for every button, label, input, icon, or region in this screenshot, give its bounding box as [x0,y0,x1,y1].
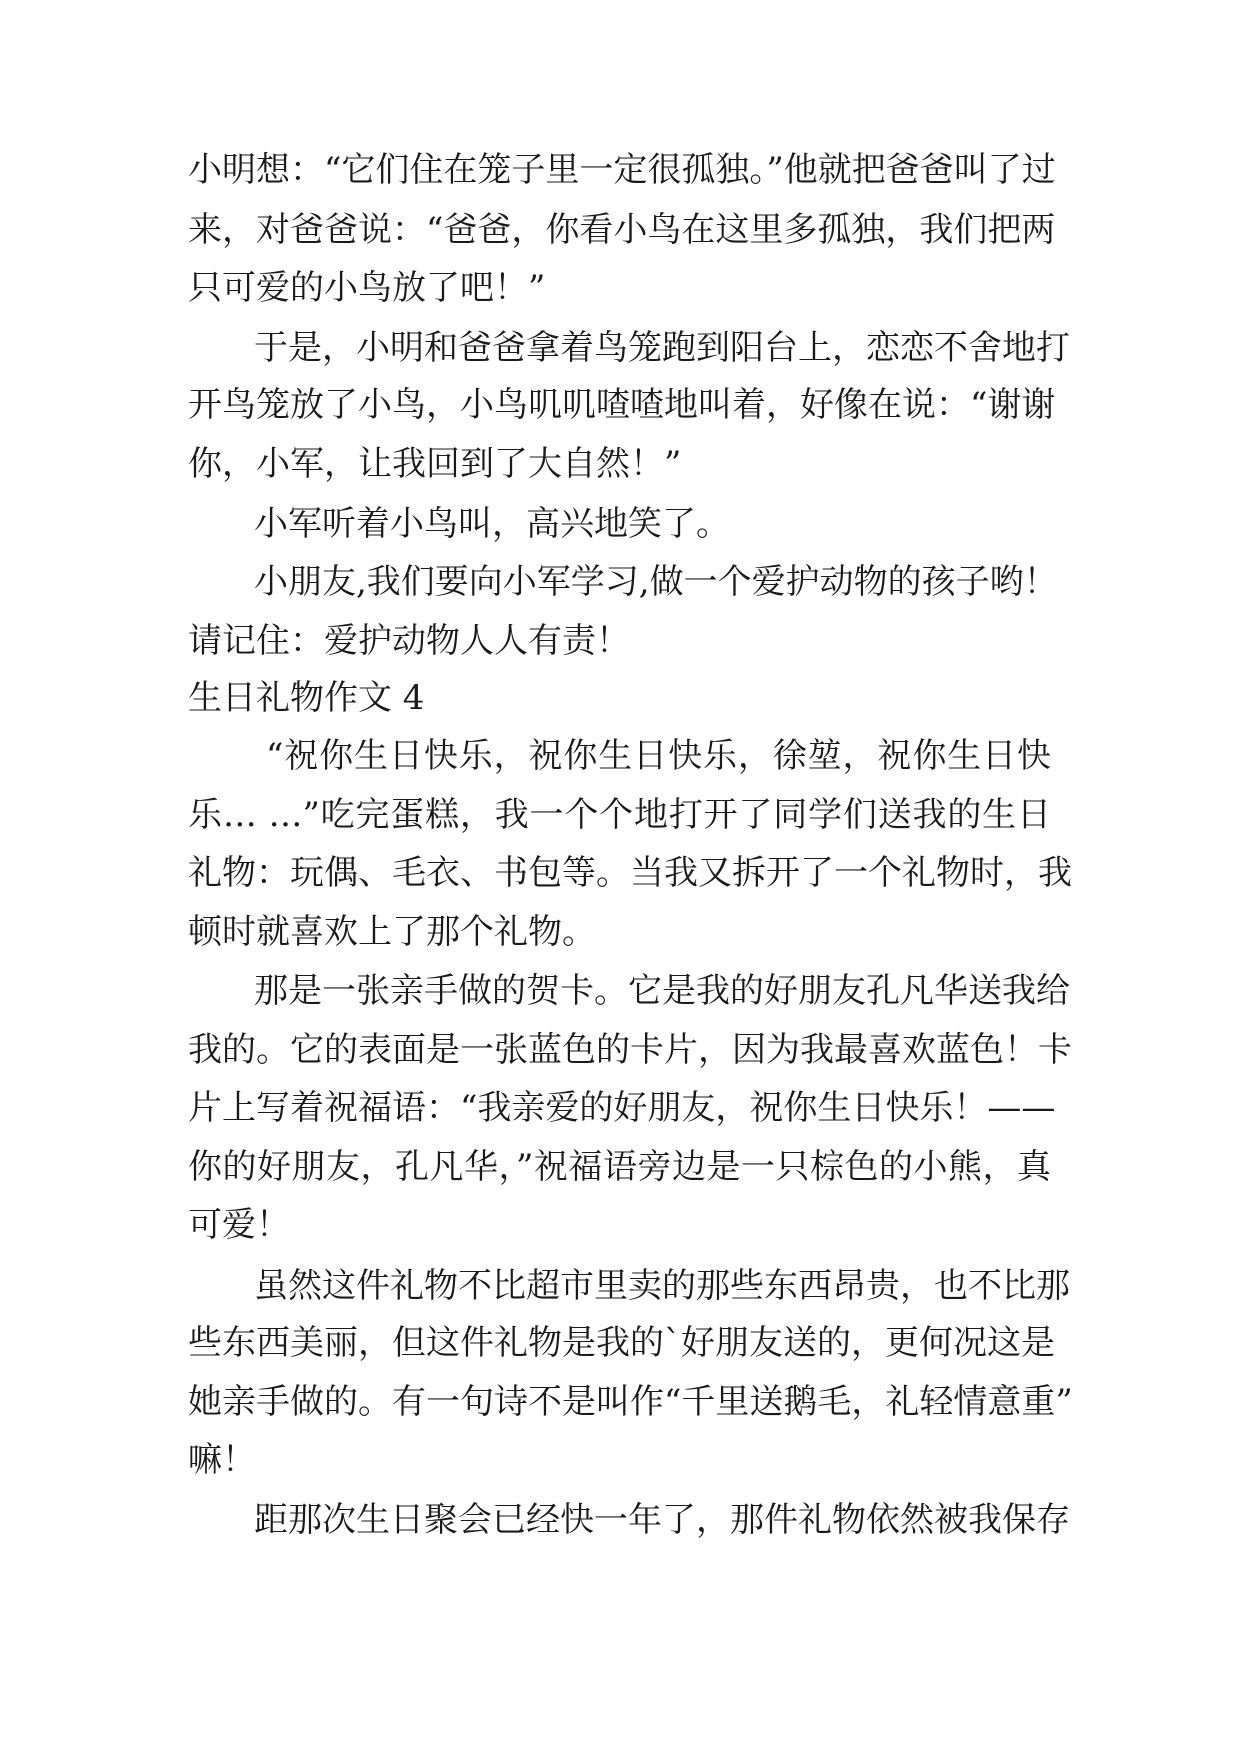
text-line: 距那次生日聚会已经快一年了，那件礼物依然被我保存 [254,1500,1070,1540]
text-line: 她亲手做的。有一句诗不是叫作“千里送鹅毛，礼轻情意重” [188,1382,1073,1422]
text-line: 顿时就喜欢上了那个礼物。 [188,912,596,952]
text-line: 乐… …”吃完蛋糕，我一个个地打开了同学们送我的生日 [188,795,1051,835]
text-line: 我的。它的表面是一张蓝色的卡片，因为我最喜欢蓝色！卡 [188,1030,1072,1070]
text-line: 虽然这件礼物不比超市里卖的那些东西昂贵，也不比那 [254,1266,1070,1306]
text-line: 嘛！ [188,1440,256,1480]
text-line: 礼物：玩偶、毛衣、书包等。当我又拆开了一个礼物时，我 [188,853,1072,893]
text-line: 小朋友,我们要向小军学习,做一个爱护动物的孩子哟！ [254,562,1058,602]
text-line: 小明想：“它们住在笼子里一定很孤独。”他就把爸爸叫了过 [188,150,1056,190]
text-line: 开鸟笼放了小鸟，小鸟叽叽喳喳地叫着，好像在说：“谢谢 [188,385,1056,425]
text-line: 请记住：爱护动物人人有责！ [188,621,630,661]
section-heading: 生日礼物作文 4 [188,678,425,718]
text-line: 于是，小明和爸爸拿着鸟笼跑到阳台上，恋恋不舍地打 [254,328,1070,368]
text-line: “祝你生日快乐，祝你生日快乐，徐堃，祝你生日快 [266,736,1051,776]
text-line: 来，对爸爸说：“爸爸，你看小鸟在这里多孤独，我们把两 [188,210,1056,250]
text-line: 你，小军，让我回到了大自然！” [188,444,682,484]
text-line: 只可爱的小鸟放了吧！” [188,268,546,308]
text-line: 些东西美丽，但这件礼物是我的`好朋友送的，更何况这是 [188,1323,1055,1363]
text-line: 那是一张亲手做的贺卡。它是我的好朋友孔凡华送我给 [254,971,1070,1011]
text-line: 可爱！ [188,1205,290,1245]
text-line: 片上写着祝福语：“我亲爱的好朋友，祝你生日快乐！—— [188,1088,1056,1128]
text-line: 小军听着小鸟叫，高兴地笑了。 [254,504,730,544]
text-line: 你的好朋友，孔凡华，”祝福语旁边是一只棕色的小熊，真 [188,1147,1051,1187]
